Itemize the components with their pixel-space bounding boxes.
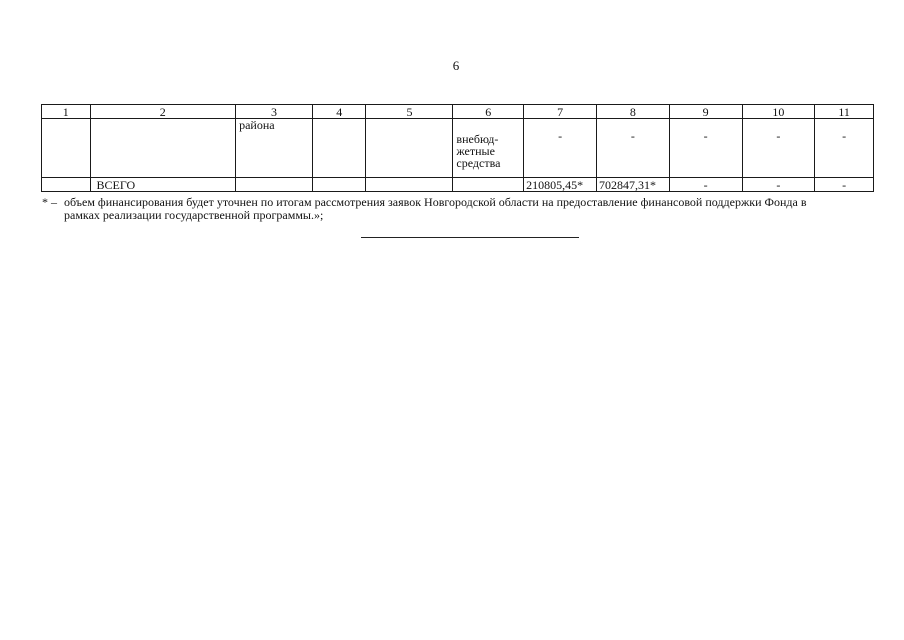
funding-source-line: средства (456, 156, 501, 170)
financing-table (41, 104, 874, 192)
footnote-mark: * – (42, 195, 57, 209)
header-cell: 10 (742, 105, 815, 119)
table-cell (815, 119, 874, 178)
total-value-col7: 210805,45* (524, 178, 597, 192)
footnote (42, 196, 862, 222)
table-cell (366, 178, 453, 192)
table-cell (90, 119, 236, 178)
table-cell (312, 178, 366, 192)
header-cell: 2 (90, 105, 236, 119)
header-cell: 8 (596, 105, 669, 119)
funding-source-cell (453, 119, 524, 178)
total-value-col8: 702847,31* (596, 178, 669, 192)
table-cell: - (742, 178, 815, 192)
cell-value: - (703, 129, 708, 143)
table-cell (236, 178, 313, 192)
header-cell: 7 (524, 105, 597, 119)
cell-value: - (630, 129, 635, 143)
table-row (42, 119, 874, 178)
table-header-row (42, 105, 874, 119)
page-number: 6 (452, 58, 460, 73)
table-cell (742, 119, 815, 178)
total-label: ВСЕГО (90, 178, 236, 192)
table-cell (669, 119, 742, 178)
header-cell: 4 (312, 105, 366, 119)
closing-rule (361, 237, 579, 238)
header-cell: 3 (236, 105, 313, 119)
cell-value: - (842, 129, 847, 143)
table-cell (596, 119, 669, 178)
total-row (42, 178, 874, 192)
header-cell: 11 (815, 105, 874, 119)
table-cell: - (815, 178, 874, 192)
footnote-line: рамках реализации государственной программы.»; (64, 208, 324, 222)
table-cell (312, 119, 366, 178)
table-cell (42, 119, 91, 178)
footnote-text (42, 196, 862, 222)
table-cell: района (236, 119, 313, 178)
footnote-line: объем финансирования будет уточнен по итогам рассмотрения заявок Новгородской области на предоставление финансовой поддержки Фонда в (64, 195, 807, 209)
funding-source-line: жетные (456, 144, 495, 158)
header-cell: 9 (669, 105, 742, 119)
table-cell (524, 119, 597, 178)
table-cell (42, 178, 91, 192)
table-cell: - (669, 178, 742, 192)
funding-source-line: внебюд- (456, 132, 499, 146)
cell-value: - (558, 129, 563, 143)
header-cell: 6 (453, 105, 524, 119)
header-cell: 1 (42, 105, 91, 119)
table-cell (453, 178, 524, 192)
cell-value: - (776, 129, 781, 143)
table-cell (366, 119, 453, 178)
header-cell: 5 (366, 105, 453, 119)
